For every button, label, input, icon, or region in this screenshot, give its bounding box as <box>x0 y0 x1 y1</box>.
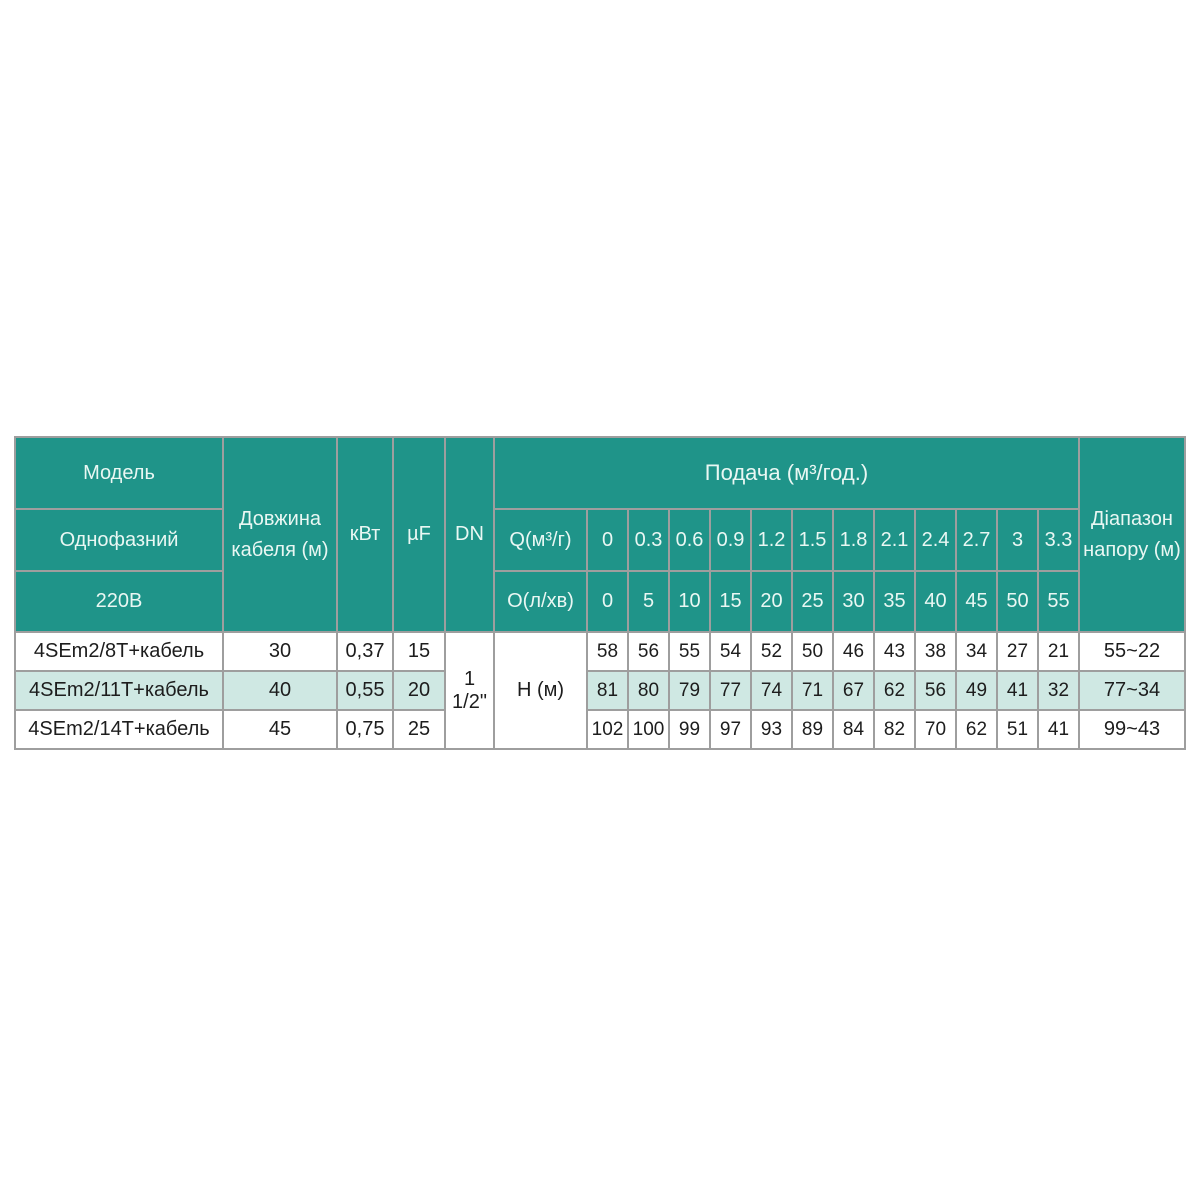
cable-length-cell: 40 <box>223 671 337 710</box>
head-value-cell: 34 <box>956 632 997 671</box>
flow-lmin-value: 45 <box>956 571 997 632</box>
flow-q-value: 2.7 <box>956 509 997 571</box>
flow-q-value: 0.6 <box>669 509 710 571</box>
flow-q-value: 1.2 <box>751 509 792 571</box>
header-row-flow-q <box>15 509 1185 571</box>
head-value-cell: 38 <box>915 632 956 671</box>
flow-q-value: 0.3 <box>628 509 669 571</box>
capacitance-cell: 25 <box>393 710 445 749</box>
spec-row-4sem2-11t <box>15 671 1185 710</box>
header-cell-head-range: Діапазон напору (м) <box>1079 437 1185 632</box>
flow-q-value: 0 <box>587 509 628 571</box>
head-value-cell: 80 <box>628 671 669 710</box>
cable-length-cell: 45 <box>223 710 337 749</box>
header-cell-dn: DN <box>445 437 494 632</box>
head-value-cell: 67 <box>833 671 874 710</box>
head-value-cell: 62 <box>956 710 997 749</box>
header-cell-flow-title: Подача (м³/год.) <box>494 437 1079 509</box>
header-cell-capacitance-uf: µF <box>393 437 445 632</box>
head-range-cell: 77~34 <box>1079 671 1185 710</box>
head-value-cell: 56 <box>628 632 669 671</box>
power-cell: 0,37 <box>337 632 393 671</box>
head-value-cell: 89 <box>792 710 833 749</box>
head-value-cell: 93 <box>751 710 792 749</box>
head-value-cell: 51 <box>997 710 1038 749</box>
flow-q-value: 3 <box>997 509 1038 571</box>
head-value-cell: 43 <box>874 632 915 671</box>
head-value-cell: 74 <box>751 671 792 710</box>
spec-row-4sem2-14t <box>15 710 1185 749</box>
head-value-cell: 49 <box>956 671 997 710</box>
head-value-cell: 81 <box>587 671 628 710</box>
head-value-cell: 79 <box>669 671 710 710</box>
head-value-cell: 21 <box>1038 632 1079 671</box>
head-range-cell: 55~22 <box>1079 632 1185 671</box>
flow-q-value: 2.1 <box>874 509 915 571</box>
header-row-1 <box>15 437 1185 509</box>
flow-lmin-value: 20 <box>751 571 792 632</box>
flow-q-value: 1.8 <box>833 509 874 571</box>
head-value-cell: 100 <box>628 710 669 749</box>
header-row-flow-lmin <box>15 571 1185 632</box>
spec-row-4sem2-8t <box>15 632 1185 671</box>
head-value-cell: 84 <box>833 710 874 749</box>
flow-lmin-value: 0 <box>587 571 628 632</box>
flow-lmin-value: 25 <box>792 571 833 632</box>
header-cell-model: Модель <box>15 437 223 509</box>
head-value-cell: 102 <box>587 710 628 749</box>
flow-lmin-value: 30 <box>833 571 874 632</box>
head-value-cell: 32 <box>1038 671 1079 710</box>
pump-spec-table <box>14 436 1186 750</box>
flow-lmin-value: 50 <box>997 571 1038 632</box>
power-cell: 0,55 <box>337 671 393 710</box>
model-cell: 4SEm2/11T+кабель <box>15 671 223 710</box>
head-label-cell: Н (м) <box>494 632 587 749</box>
power-cell: 0,75 <box>337 710 393 749</box>
flow-lmin-value: 10 <box>669 571 710 632</box>
flow-q-value: 2.4 <box>915 509 956 571</box>
head-value-cell: 97 <box>710 710 751 749</box>
header-cell-voltage: 220В <box>15 571 223 632</box>
head-value-cell: 52 <box>751 632 792 671</box>
head-value-cell: 55 <box>669 632 710 671</box>
flow-q-value: 3.3 <box>1038 509 1079 571</box>
capacitance-cell: 20 <box>393 671 445 710</box>
head-value-cell: 82 <box>874 710 915 749</box>
header-cell-phase: Однофазний <box>15 509 223 571</box>
flow-q-value: 0.9 <box>710 509 751 571</box>
head-value-cell: 27 <box>997 632 1038 671</box>
cable-length-cell: 30 <box>223 632 337 671</box>
model-cell: 4SEm2/8T+кабель <box>15 632 223 671</box>
flow-lmin-value: 5 <box>628 571 669 632</box>
head-value-cell: 56 <box>915 671 956 710</box>
head-value-cell: 58 <box>587 632 628 671</box>
head-value-cell: 71 <box>792 671 833 710</box>
head-range-cell: 99~43 <box>1079 710 1185 749</box>
header-cell-power-kw: кВт <box>337 437 393 632</box>
flow-lmin-value: 40 <box>915 571 956 632</box>
head-value-cell: 46 <box>833 632 874 671</box>
head-value-cell: 70 <box>915 710 956 749</box>
flow-q-value: 1.5 <box>792 509 833 571</box>
model-cell: 4SEm2/14T+кабель <box>15 710 223 749</box>
head-value-cell: 41 <box>997 671 1038 710</box>
head-value-cell: 41 <box>1038 710 1079 749</box>
capacitance-cell: 15 <box>393 632 445 671</box>
flow-lmin-value: 15 <box>710 571 751 632</box>
flow-lmin-value: 35 <box>874 571 915 632</box>
head-value-cell: 77 <box>710 671 751 710</box>
flow-lmin-value: 55 <box>1038 571 1079 632</box>
dn-value-cell: 1 1/2" <box>445 632 494 749</box>
head-value-cell: 62 <box>874 671 915 710</box>
header-cell-cable-length: Довжина кабеля (м) <box>223 437 337 632</box>
head-value-cell: 99 <box>669 710 710 749</box>
flow-lmin-label: О(л/хв) <box>494 571 587 632</box>
head-value-cell: 50 <box>792 632 833 671</box>
head-value-cell: 54 <box>710 632 751 671</box>
flow-q-label: Q(м³/г) <box>494 509 587 571</box>
